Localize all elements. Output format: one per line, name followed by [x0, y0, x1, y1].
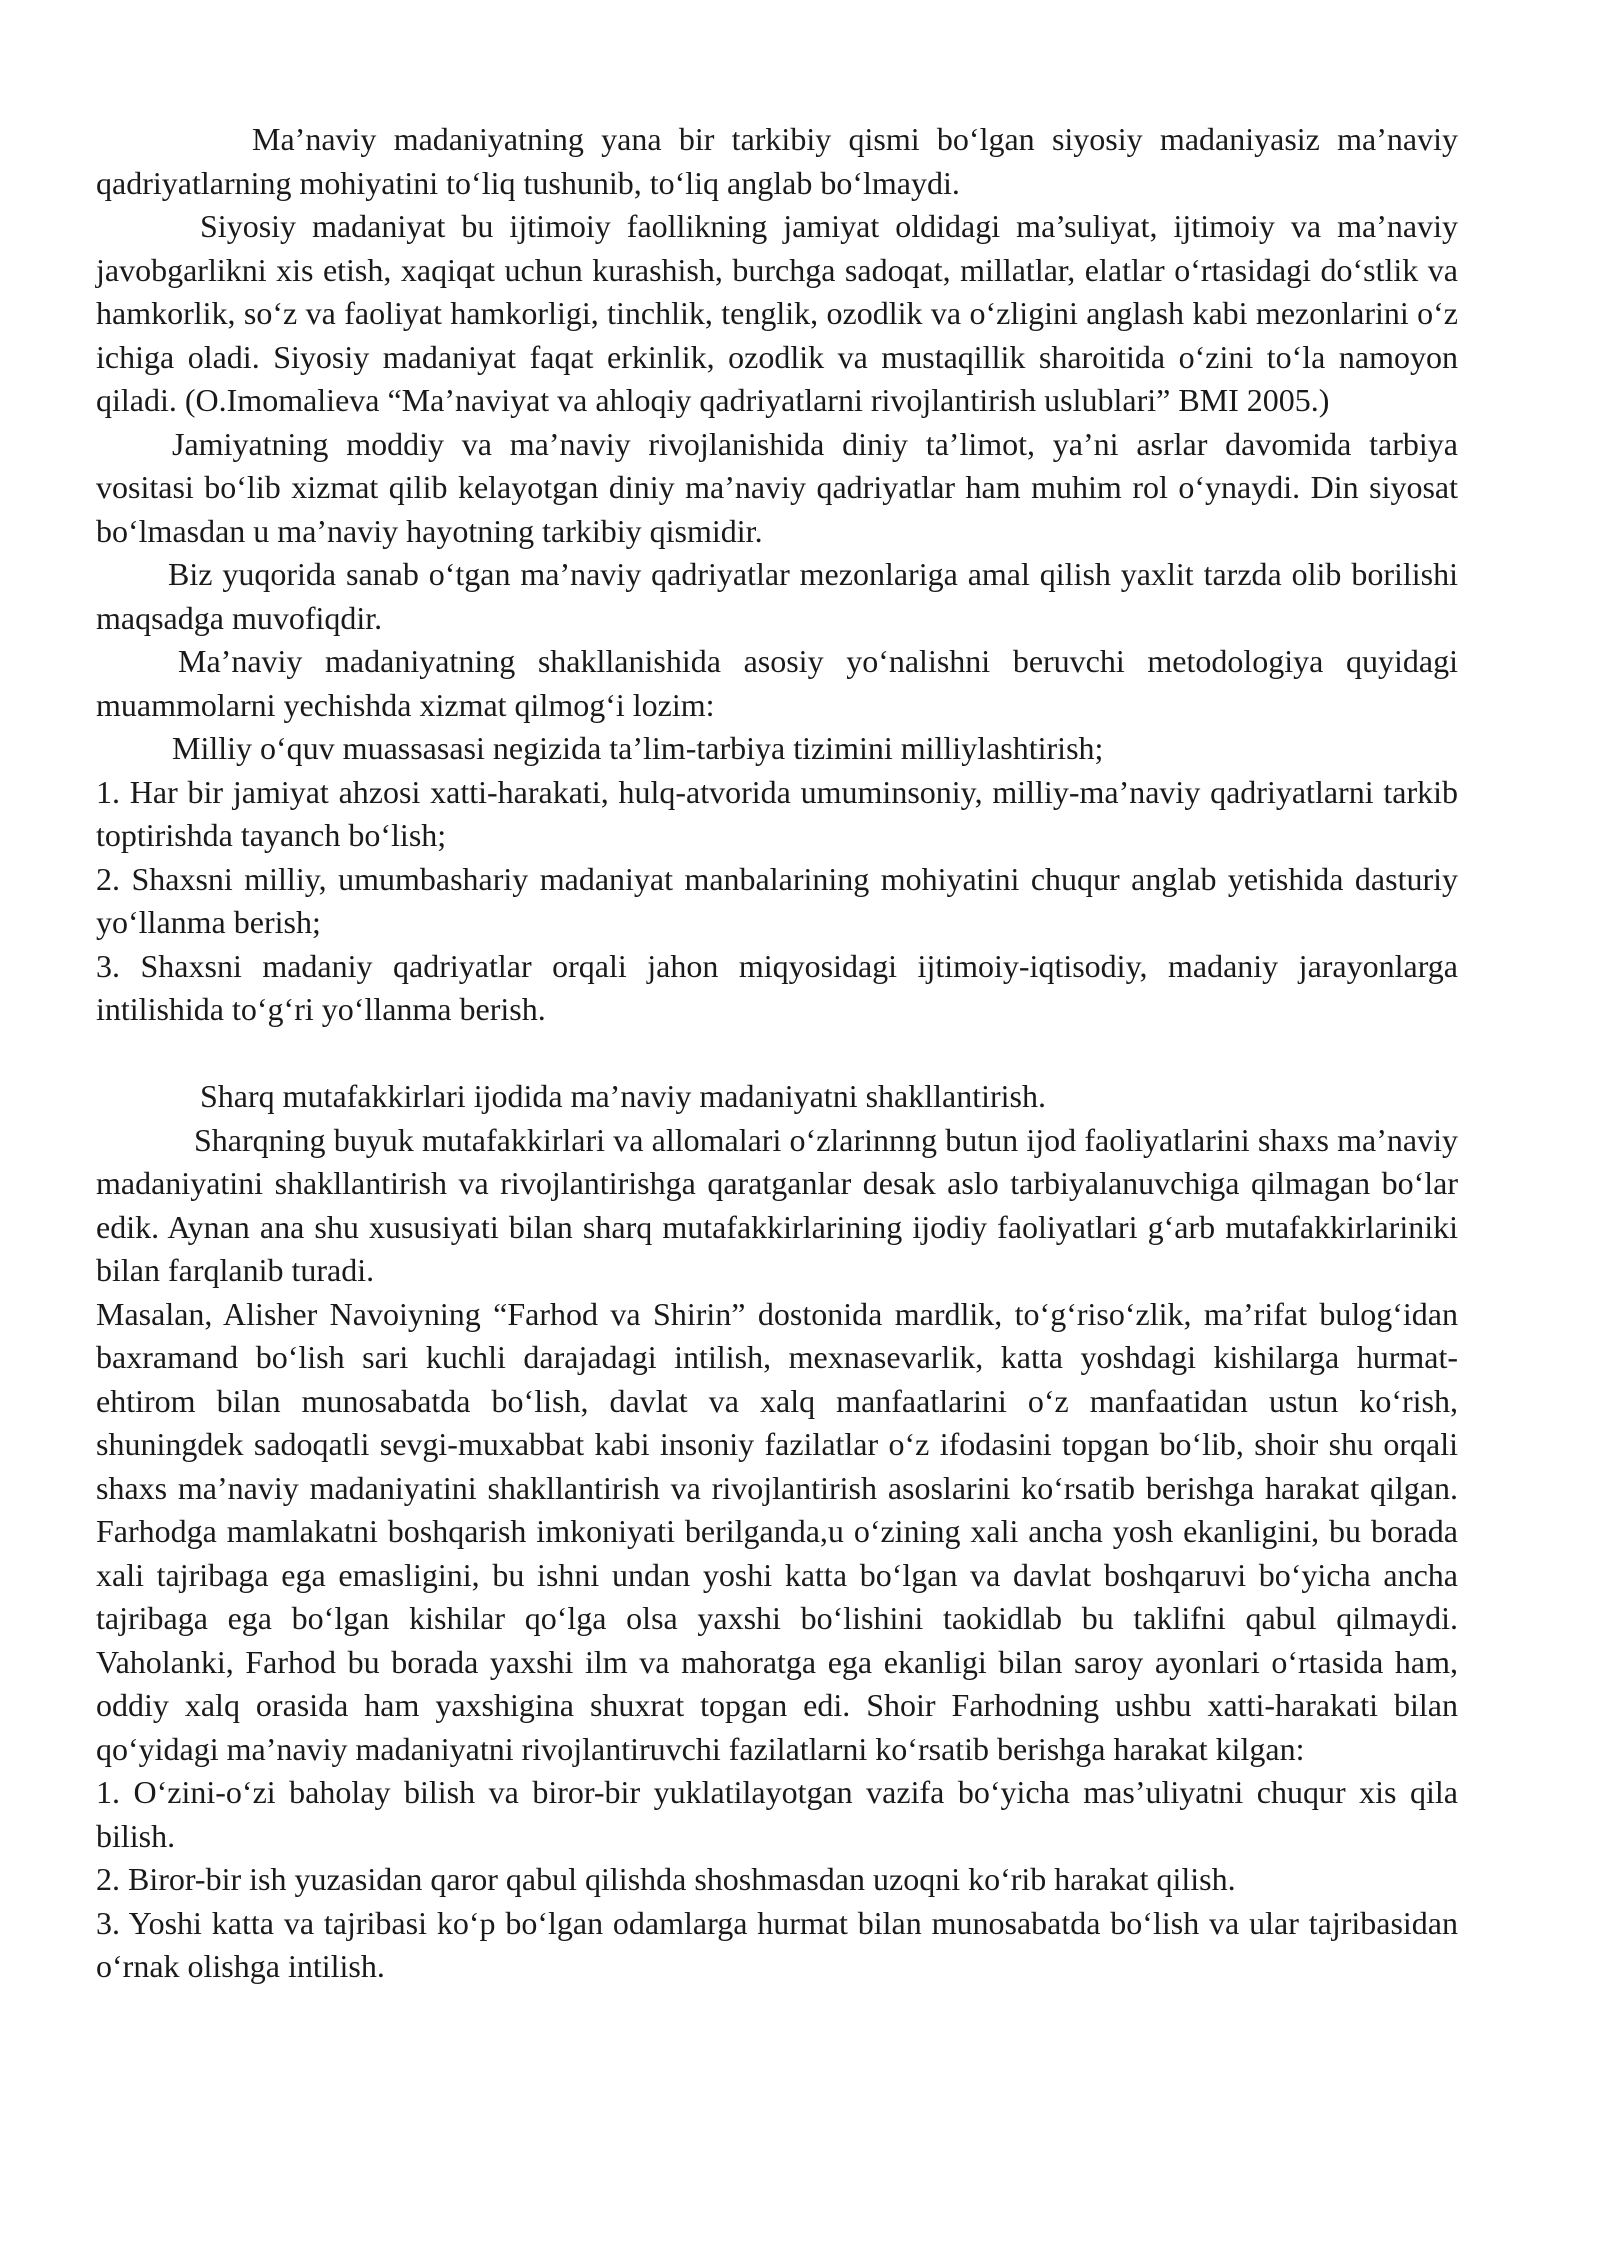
document-body: [96, 118, 1458, 1989]
paragraph-political-culture-intro: Ma’naviy madaniyatning yana bir tarkibiy qismi bo‘lgan siyosiy madaniyasiz ma’naviy qadriyatlarning mohiyatini to‘liq tushunib, to‘liq anglab bo‘lmaydi.: [96, 121, 1458, 201]
paragraph-national-education: Milliy o‘quv muassasasi negizida ta’lim-tarbiya tizimini milliylashtirish;: [172, 730, 1104, 766]
list-item-self-assessment: 1. O‘zini-o‘zi baholay bilish va biror-bir yuklatilayotgan vazifa bo‘yicha mas’uliyatni chuqur xis qila bilish.: [96, 1774, 1458, 1854]
list-item-respect-elders: 3. Yoshi katta va tajribasi ko‘p bo‘lgan odamlarga hurmat bilan munosabatda bo‘lish va ular tajribasidan o‘rnak olishga intilish.: [96, 1904, 1458, 1984]
paragraph-religious-teaching: Jamiyatning moddiy va ma’naviy rivojlanishida diniy ta’limot, ya’ni asrlar davomida tarbiya vositasi bo‘lib xizmat qilib kelayotgan diniy ma’naviy qadriyatlar ham muhim rol o‘ynaydi. Din siyosat bo‘lmasdan u ma’naviy hayotning tarkibiy qismidir.: [96, 425, 1458, 549]
paragraph-political-culture-definition: Siyosiy madaniyat bu ijtimoiy faollikning jamiyat oldidagi ma’suliyat, ijtimoiy va ma’naviy javobgarlikni xis etish, xaqiqat uchun kurashish, burchga sadoqat, millatlar, elatlar o‘rtasidagi do‘stlik va hamkorlik, so‘z va faoliyat hamkorligi, tinchlik, tenglik, ozodlik va o‘zligini anglash kabi mezonlarini o‘z ichiga oladi. Siyosiy madaniyat faqat erkinlik, ozodlik va mustaqillik sharoitida o‘zini to‘la namoyon qiladi. (O.Imomalieva “Ma’naviyat va ahloqiy qadriyatlarni rivojlantirish uslublari” BMI 2005.): [96, 208, 1458, 418]
list-item-decision-making: 2. Biror-bir ish yuzasidan qaror qabul qilishda shoshmasdan uzoqni ko‘rib harakat qilish.: [96, 1861, 1236, 1897]
paragraph-eastern-thinkers: Sharqning buyuk mutafakkirlari va allomalari o‘zlarinnng butun ijod faoliyatlarini shaxs ma’naviy madaniyatini shakllantirish va rivojlantirishga qaratganlar desak aslo tarbiyalanuvchiga qilmagan bo‘lar edik. Aynan ana shu xususiyati bilan sharq mutafakkirlarining ijodiy faoliyatlari g‘arb mutafakkirlariniki bilan farqlanib turadi.: [96, 1121, 1458, 1288]
paragraph-navoi-example: Masalan, Alisher Navoiyning “Farhod va Shirin” dostonida mardlik, to‘g‘riso‘zlik, ma’rifat bulog‘idan baxramand bo‘lish sari kuchli darajadagi intilish, mexnasevarlik, katta yoshdagi kishilarga hurmat-ehtirom bilan munosabatda bo‘lish, davlat va xalq manfaatlarini o‘z manfaatidan ustun ko‘rish, shuningdek sadoqatli sevgi-muxabbat kabi insoniy fazilatlar o‘z ifodasini topgan bo‘lib, shoir shu orqali shaxs ma’naviy madaniyatini shakllantirish va rivojlantirish asoslarini ko‘rsatib berishga harakat qilgan. Farhodga mamlakatni boshqarish imkoniyati berilganda,u o‘zining xali ancha yosh ekanligini, bu borada xali tajribaga ega emasligini, bu ishni undan yoshi katta bo‘lgan va davlat boshqaruvi bo‘yicha ancha tajribaga ega bo‘lgan kishilar qo‘lga olsa yaxshi bo‘lishini taokidlab bu taklifni qabul qilmaydi. Vaholanki, Farhod bu borada yaxshi ilm va mahoratga ega ekanligi bilan saroy ayonlari o‘rtasida ham, oddiy xalq orasida ham yaxshigina shuxrat topgan edi. Shoir Farhodning ushbu xatti-harakati bilan qo‘yidagi ma’naviy madaniyatni rivojlantiruvchi fazilatlarni ko‘rsatib berishga harakat kilgan:: [96, 1295, 1458, 1767]
list-item-1: 1. Har bir jamiyat ahzosi xatti-harakati, hulq-atvorida umuminsoniy, milliy-ma’naviy qadriyatlarni tarkib toptirishda tayanch bo‘lish;: [96, 773, 1458, 853]
paragraph-methodology: Ma’naviy madaniyatning shakllanishida asosiy yo‘nalishni beruvchi metodologiya quyidagi muammolarni yechishda xizmat qilmog‘i lozim:: [96, 643, 1458, 723]
section-spacer: [96, 1032, 1458, 1076]
list-item-2: 2. Shaxsni milliy, umumbashariy madaniyat manbalarining mohiyatini chuqur anglab yetishida dasturiy yo‘llanma berish;: [96, 860, 1458, 940]
section-heading: Sharq mutafakkirlari ijodida ma’naviy madaniyatni shakllantirish.: [200, 1078, 1046, 1114]
paragraph-values-criteria: Biz yuqorida sanab o‘tgan ma’naviy qadriyatlar mezonlariga amal qilish yaxlit tarzda olib borilishi maqsadga muvofiqdir.: [96, 556, 1458, 636]
list-item-3: 3. Shaxsni madaniy qadriyatlar orqali jahon miqyosidagi ijtimoiy-iqtisodiy, madaniy jarayonlarga intilishida to‘g‘ri yo‘llanma berish.: [96, 947, 1458, 1027]
